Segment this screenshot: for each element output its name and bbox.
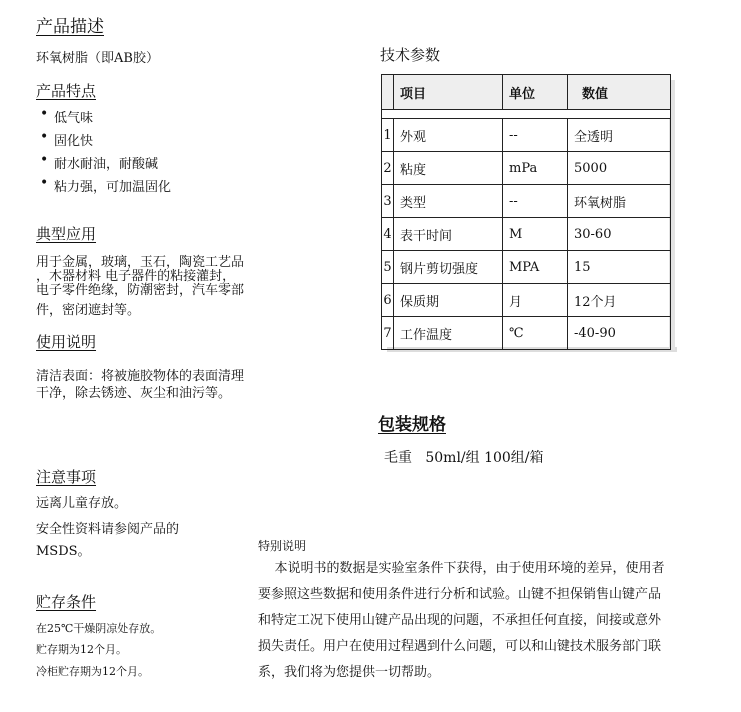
table-cell: 工作温度 [394, 317, 503, 350]
precautions-line: 安全性资料请参阅产品的 [36, 522, 180, 537]
table-row [382, 119, 671, 152]
applications-text [36, 256, 244, 320]
usage-text [36, 368, 244, 402]
table-cell: 2 [382, 152, 394, 185]
tech-params-heading: 技术参数 [380, 46, 441, 64]
applications-line: 用于金属，玻璃，玉石，陶瓷工艺品 [36, 255, 245, 270]
special-note-line: 本说明书的数据是实验室条件下获得，由于使用环境的差异，使用者 [258, 561, 665, 576]
usage-line: 干净，除去锈迹、灰尘和油污等。 [36, 386, 232, 401]
storage-line: 冷柜贮存期为12个月。 [36, 665, 149, 678]
table-cell: 全透明 [568, 119, 671, 152]
feature-item: • 固化快 [36, 130, 171, 153]
applications-line: ，木器材料 电子器件的粘接灌封， [36, 269, 236, 284]
feature-item: • 低气味 [36, 107, 171, 130]
table-cell: 15 [568, 251, 671, 284]
table-cell: -- [503, 119, 568, 152]
special-note-text [258, 556, 665, 686]
precautions-line: 远离儿童存放。 [36, 496, 128, 511]
precautions-heading: 注意事项 [36, 468, 97, 486]
table-cell: 30-60 [568, 218, 671, 251]
special-note-line: 和特定工况下使用山键产品出现的问题，不承担任何直接，间接或意外 [258, 613, 662, 628]
product-description-text: 环氧树脂（即AB胶） [36, 51, 159, 66]
product-description-heading: 产品描述 [36, 17, 104, 37]
table-cell: 环氧树脂 [568, 185, 671, 218]
table-header-row [382, 75, 671, 110]
table-cell: 3 [382, 185, 394, 218]
storage-line: 贮存期为12个月。 [36, 643, 127, 656]
table-cell: 月 [503, 284, 568, 317]
table-header-cell [382, 75, 394, 110]
table-row [382, 185, 671, 218]
special-note-heading: 特别说明 [258, 539, 307, 553]
packaging-text: 毛重 50ml/组 100组/箱 [384, 450, 544, 466]
table-cell: -- [503, 185, 568, 218]
table-cell: 7 [382, 317, 394, 350]
usage-heading: 使用说明 [36, 333, 97, 351]
applications-heading: 典型应用 [36, 225, 97, 243]
table-header-cell: 数值 [568, 75, 671, 110]
storage-line: 在25℃干燥阴凉处存放。 [36, 622, 162, 635]
special-note-line: 系，我们将为您提供一切帮助。 [258, 665, 441, 680]
table-row [382, 251, 671, 284]
table-row [382, 152, 671, 185]
table-cell: MPA [503, 251, 568, 284]
table-cell: 钢片剪切强度 [394, 251, 503, 284]
table-cell: 12个月 [568, 284, 671, 317]
features-list [36, 107, 171, 199]
table-header-cell: 单位 [503, 75, 568, 110]
table-cell: 外观 [394, 119, 503, 152]
table-row [382, 218, 671, 251]
feature-item: • 粘力强，可加温固化 [36, 176, 171, 199]
table-row [382, 317, 671, 350]
feature-item: • 耐水耐油，耐酸碱 [36, 153, 171, 176]
table-cell: M [503, 218, 568, 251]
packaging-heading: 包装规格 [378, 415, 446, 435]
tech-params-table [381, 74, 671, 350]
table-cell: ℃ [503, 317, 568, 350]
table-cell: 1 [382, 119, 394, 152]
applications-line: 电子零件绝缘，防潮密封，汽车零部 [36, 283, 245, 298]
table-cell: 表干时间 [394, 218, 503, 251]
special-note-line: 损失责任。用户在使用过程遇到什么问题，可以和山键技术服务部门联 [258, 639, 662, 654]
table-cell: 保质期 [394, 284, 503, 317]
table-cell: 6 [382, 284, 394, 317]
table-cell: mPa [503, 152, 568, 185]
special-note-line: 要参照这些数据和使用条件进行分析和试验。山键不担保销售山键产品 [258, 587, 662, 602]
storage-heading: 贮存条件 [36, 593, 97, 611]
table-cell: 4 [382, 218, 394, 251]
features-heading: 产品特点 [36, 82, 97, 100]
table-cell: 5 [382, 251, 394, 284]
table-spacer [382, 110, 671, 119]
table-cell: 类型 [394, 185, 503, 218]
table-cell: -40-90 [568, 317, 671, 350]
usage-line: 清洁表面：将被施胶物体的表面清理 [36, 369, 245, 384]
precautions-line: MSDS。 [36, 544, 91, 559]
applications-line: 件，密闭遮封等。 [36, 303, 141, 318]
table-cell: 5000 [568, 152, 671, 185]
table-header-cell: 项目 [394, 75, 503, 110]
table-cell: 粘度 [394, 152, 503, 185]
table-row [382, 284, 671, 317]
